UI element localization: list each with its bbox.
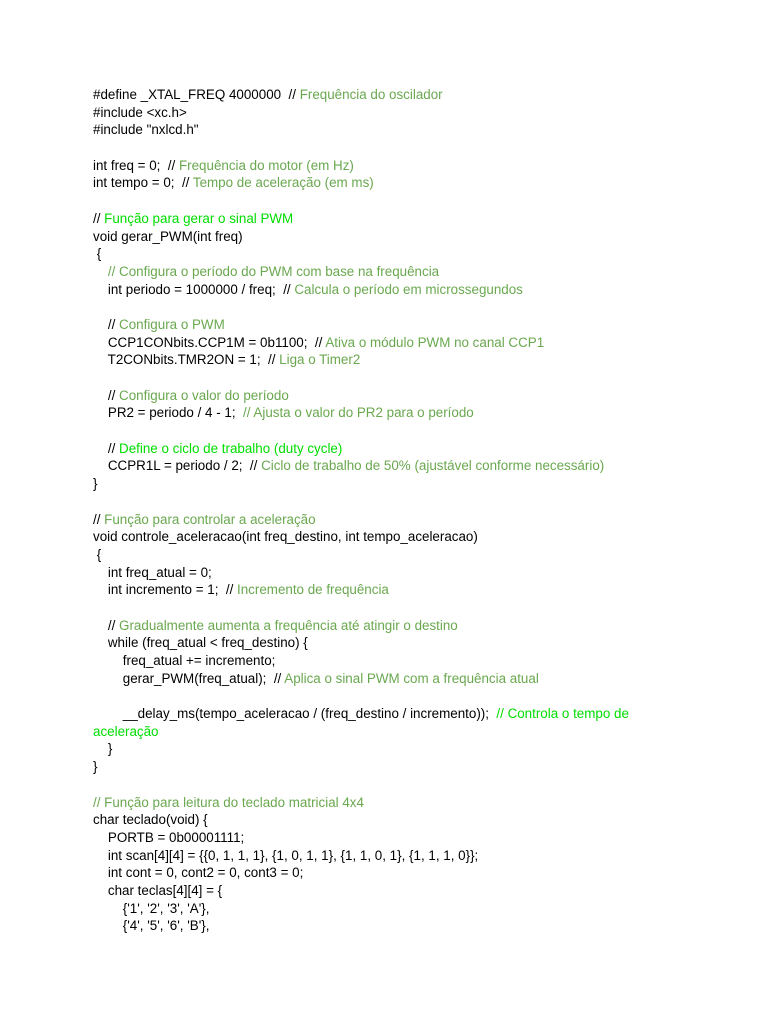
code-line — [93, 121, 693, 139]
code-comment: Configura o valor do período — [119, 387, 289, 403]
code-comment: Ativa o módulo PWM no canal CCP1 — [325, 334, 545, 350]
code-text: T2CONbits.TMR2ON = 1; // — [93, 352, 280, 368]
code-line — [93, 740, 693, 758]
code-line — [93, 457, 693, 475]
code-comment: Incremento de frequência — [237, 582, 389, 598]
code-text: int freq_atual = 0; — [93, 564, 212, 580]
code-text: } — [93, 476, 98, 492]
code-line — [93, 705, 693, 740]
blank-line — [93, 599, 693, 617]
code-text: int incremento = 1; // — [93, 582, 238, 598]
code-text: { — [93, 246, 102, 262]
code-line — [93, 864, 693, 882]
code-line — [93, 157, 693, 175]
code-comment: Define o ciclo de trabalho (duty cycle) — [119, 440, 343, 456]
code-comment: // Função para leitura do teclado matricial 4x4 — [93, 794, 364, 810]
code-comment: Configura o PWM — [119, 316, 225, 332]
code-comment: Tempo de aceleração (em ms) — [192, 175, 374, 191]
blank-line — [93, 493, 693, 511]
code-line — [93, 511, 693, 529]
code-line — [93, 245, 693, 263]
code-line — [93, 617, 693, 635]
blank-line — [93, 139, 693, 157]
code-line — [93, 900, 693, 918]
code-text: CCP1CONbits.CCP1M = 0b1100; // — [93, 334, 326, 350]
code-line — [93, 351, 693, 369]
code-comment: Aplica o sinal PWM com a frequência atual — [284, 670, 539, 686]
code-text: int scan[4][4] = {{0, 1, 1, 1}, {1, 0, 1, 1}, {1, 1, 0, 1}, {1, 1, 1, 0}}; — [93, 847, 479, 863]
code-comment: Gradualmente aumenta a frequência até atingir o destino — [119, 617, 458, 633]
blank-line — [93, 776, 693, 794]
code-line — [93, 316, 693, 334]
blank-line — [93, 298, 693, 316]
code-text: // — [93, 440, 120, 456]
code-line — [93, 758, 693, 776]
code-text: char teclas[4][4] = { — [93, 882, 223, 898]
blank-line — [93, 687, 693, 705]
code-line — [93, 174, 693, 192]
blank-line — [93, 192, 693, 210]
code-line — [93, 829, 693, 847]
code-line — [93, 917, 693, 935]
code-text: // — [93, 210, 105, 226]
code-line — [93, 847, 693, 865]
code-line — [93, 546, 693, 564]
code-text: {'1', '2', '3', 'A'}, — [93, 900, 210, 916]
code-line — [93, 652, 693, 670]
code-line — [93, 263, 693, 281]
code-text: PORTB = 0b00001111; — [93, 829, 245, 845]
code-comment: Calcula o período em microssegundos — [294, 281, 523, 297]
code-text: CCPR1L = periodo / 2; // — [93, 458, 262, 474]
code-text: #include <xc.h> — [93, 104, 187, 120]
code-comment: Frequência do motor (em Hz) — [178, 157, 354, 173]
code-text: void controle_aceleracao(int freq_destino, int tempo_aceleracao) — [93, 529, 478, 545]
code-comment: Função para gerar o sinal PWM — [104, 210, 294, 226]
code-line — [93, 670, 693, 688]
blank-line — [93, 422, 693, 440]
code-text: #include "nxlcd.h" — [93, 122, 199, 138]
code-text: // — [93, 387, 120, 403]
code-line — [93, 882, 693, 900]
code-line — [93, 564, 693, 582]
code-text: // — [93, 617, 120, 633]
code-text: while (freq_atual < freq_destino) { — [93, 635, 308, 651]
code-text: void gerar_PWM(int freq) — [93, 228, 243, 244]
code-text: int cont = 0, cont2 = 0, cont3 = 0; — [93, 865, 304, 881]
code-comment: // Ajusta o valor do PR2 para o período — [242, 405, 474, 421]
code-line — [93, 528, 693, 546]
code-text: gerar_PWM(freq_atual); // — [93, 670, 285, 686]
code-text: {'4', '5', '6', 'B'}, — [93, 918, 210, 934]
code-text: int periodo = 1000000 / freq; // — [93, 281, 295, 297]
code-comment: Função para controlar a aceleração — [104, 511, 316, 527]
code-listing — [93, 86, 693, 935]
code-text: int freq = 0; // — [93, 157, 179, 173]
code-comment: Ciclo de trabalho de 50% (ajustável conforme necessário) — [261, 458, 605, 474]
code-line — [93, 104, 693, 122]
code-text: PR2 = periodo / 4 - 1; — [93, 405, 243, 421]
code-text: freq_atual += incremento; — [93, 653, 276, 668]
code-line — [93, 210, 693, 228]
code-line — [93, 811, 693, 829]
code-comment: // Configura o período do PWM com base na frequência — [107, 263, 440, 279]
blank-line — [93, 369, 693, 387]
code-line — [93, 634, 693, 652]
code-line — [93, 794, 693, 812]
code-text: } — [93, 741, 113, 757]
code-text: // — [93, 316, 120, 332]
code-text: // — [93, 511, 105, 527]
code-line — [93, 581, 693, 599]
code-text: int tempo = 0; // — [93, 175, 193, 191]
code-text: { — [93, 546, 102, 562]
code-comment: Frequência do oscilador — [299, 87, 443, 102]
code-text: __delay_ms(tempo_aceleracao / (freq_destino / incremento)); — [93, 706, 497, 722]
code-line — [93, 404, 693, 422]
code-text: #define _XTAL_FREQ 4000000 // — [93, 87, 300, 102]
code-line — [93, 228, 693, 246]
code-line — [93, 387, 693, 405]
code-text — [93, 264, 108, 279]
code-line — [93, 440, 693, 458]
code-text: char teclado(void) { — [93, 812, 208, 828]
code-line — [93, 86, 693, 104]
code-text: } — [93, 759, 98, 775]
code-line — [93, 281, 693, 299]
code-comment: // Controla o tempo de aceleração — [93, 706, 633, 739]
code-comment: Liga o Timer2 — [279, 352, 361, 368]
code-line — [93, 475, 693, 493]
code-line — [93, 334, 693, 352]
